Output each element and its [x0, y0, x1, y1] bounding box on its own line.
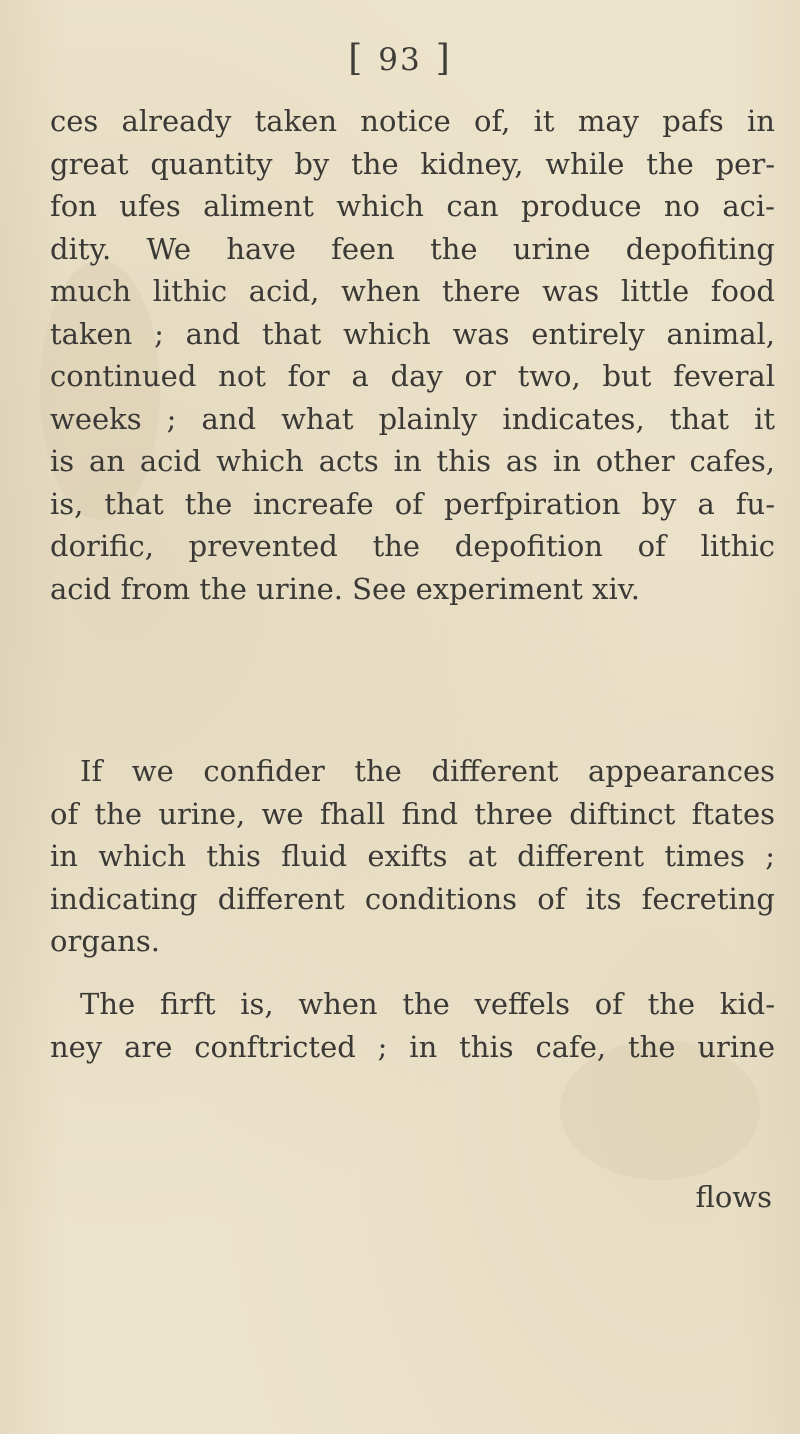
text-line: dity. We have feen the urine depofiting	[50, 231, 775, 266]
text-line: fon ufes aliment which can produce no aci-	[50, 189, 775, 223]
text-line: is an acid which acts in this as in other cafes,	[50, 444, 775, 478]
text-line: weeks ; and what plainly indicates, that it	[50, 401, 775, 436]
text-line: The firft is, when the veffels of the kid-	[80, 987, 775, 1021]
text-line: taken ; and that which was entirely animal,	[50, 316, 775, 351]
catchword: flows	[695, 1180, 772, 1214]
text-line: organs.	[50, 924, 160, 958]
header-open-bracket: [	[348, 38, 365, 79]
paragraph-1	[50, 100, 775, 610]
text-line: continued not for a day or two, but feveral	[50, 359, 775, 393]
text-line: dorific, prevented the depofition of lithic	[50, 529, 775, 563]
text-line: in which this fluid exifts at different times ;	[50, 839, 775, 873]
text-line: indicating different conditions of its fecreting	[50, 881, 775, 916]
text-line: If we confider the different appearances	[80, 754, 775, 788]
text-line: is, that the increafe of perfpiration by a fu-	[50, 486, 775, 521]
page-number: 93	[378, 42, 422, 78]
text-line: acid from the urine. See experiment xiv.	[50, 571, 640, 606]
paragraph-2	[50, 750, 775, 963]
text-line: of the urine, we fhall find three diftinct ftates	[50, 796, 775, 831]
text-line: much lithic acid, when there was little food	[50, 274, 775, 308]
text-line: ces already taken notice of, it may pafs in	[50, 104, 775, 138]
header-close-bracket: ]	[435, 38, 452, 79]
text-line: ney are conftricted ; in this cafe, the urine	[50, 1029, 775, 1064]
page-header	[0, 38, 800, 79]
text-line: great quantity by the kidney, while the per-	[50, 146, 775, 181]
paragraph-3	[50, 983, 775, 1068]
